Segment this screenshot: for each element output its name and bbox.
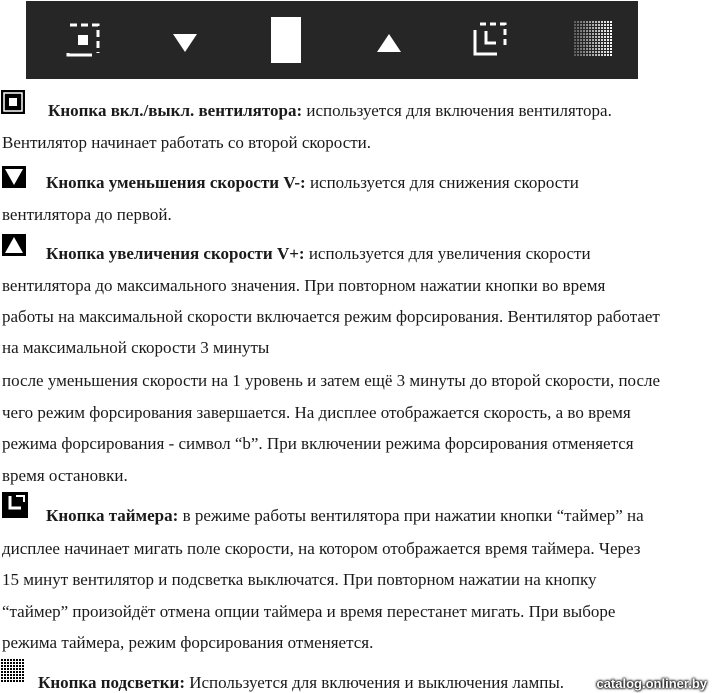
section-title: Кнопка подсветки:	[38, 673, 185, 692]
section-text: используется для включения вентилятора.	[306, 101, 612, 120]
power-square-icon[interactable]	[66, 23, 100, 57]
triangle-down-icon[interactable]	[172, 33, 198, 53]
section-title: Кнопка увеличения скорости V+:	[46, 244, 305, 263]
backlight-grid-icon[interactable]	[574, 21, 612, 57]
section-decrease-line-2: вентилятора до первой.	[2, 205, 172, 224]
section-decrease-line-1	[46, 173, 579, 193]
power-square-icon	[1, 90, 25, 114]
section-increase-line-8: время остановки.	[2, 466, 128, 485]
section-title: Кнопка таймера:	[46, 506, 179, 525]
section-increase-line-3: работы на максимальной скорости включается режим форсирования. Вентилятор работает	[2, 307, 660, 326]
timer-icon	[2, 492, 28, 518]
section-power-line-2: Вентилятор начинает работать со второй скорости.	[2, 133, 372, 152]
timer-icon[interactable]	[472, 21, 508, 57]
section-title: Кнопка вкл./выкл. вентилятора:	[48, 101, 303, 120]
section-text: используется для снижения скорости	[309, 173, 579, 192]
triangle-up-icon[interactable]	[376, 33, 402, 53]
section-backlight-line-1	[38, 673, 564, 693]
section-timer-line-3: 15 минут вентилятор и подсветка выключатся. При повторном нажатии на кнопку	[2, 570, 597, 589]
watermark: catalog.onliner.by	[596, 676, 707, 691]
section-increase-line-4: на максимальной скорости 3 минуты	[2, 338, 270, 357]
backlight-grid-icon	[1, 659, 25, 683]
triangle-up-icon	[2, 234, 26, 256]
triangle-down-icon	[2, 166, 26, 188]
section-timer-line-2: дисплее начинает мигать поле скорости, на котором отображается время таймера. Через	[2, 539, 641, 558]
section-timer-line-4: “таймер” произойдёт отмена опции таймера и время перестанет мигать. При выборе	[2, 602, 616, 621]
display-window	[271, 17, 301, 63]
section-text: используется для увеличения скорости	[308, 244, 591, 263]
section-increase-line-7: режима форсирования - символ “b”. При включении режима форсирования отменяется	[2, 434, 634, 453]
control-panel	[26, 1, 638, 79]
section-increase-line-2: вентилятора до максимального значения. При повторном нажатии кнопки во время	[2, 276, 606, 295]
section-timer-line-1	[46, 506, 644, 526]
section-title: Кнопка уменьшения скорости V-:	[46, 173, 306, 192]
section-timer-line-5: режима таймера, режим форсирования отменяется.	[2, 633, 374, 652]
section-increase-line-1	[46, 244, 591, 264]
section-text: Используется для включения и выключения лампы.	[189, 673, 564, 692]
section-power-line-1	[48, 101, 612, 121]
section-text: в режиме работы вентилятора при нажатии кнопки “таймер” на	[182, 506, 644, 525]
section-increase-line-5: после уменьшения скорости на 1 уровень и затем ещё 3 минуты до второй скорости, после	[2, 371, 661, 390]
section-increase-line-6: чего режим форсирования завершается. На дисплее отображается скорость, а во время	[2, 403, 631, 422]
